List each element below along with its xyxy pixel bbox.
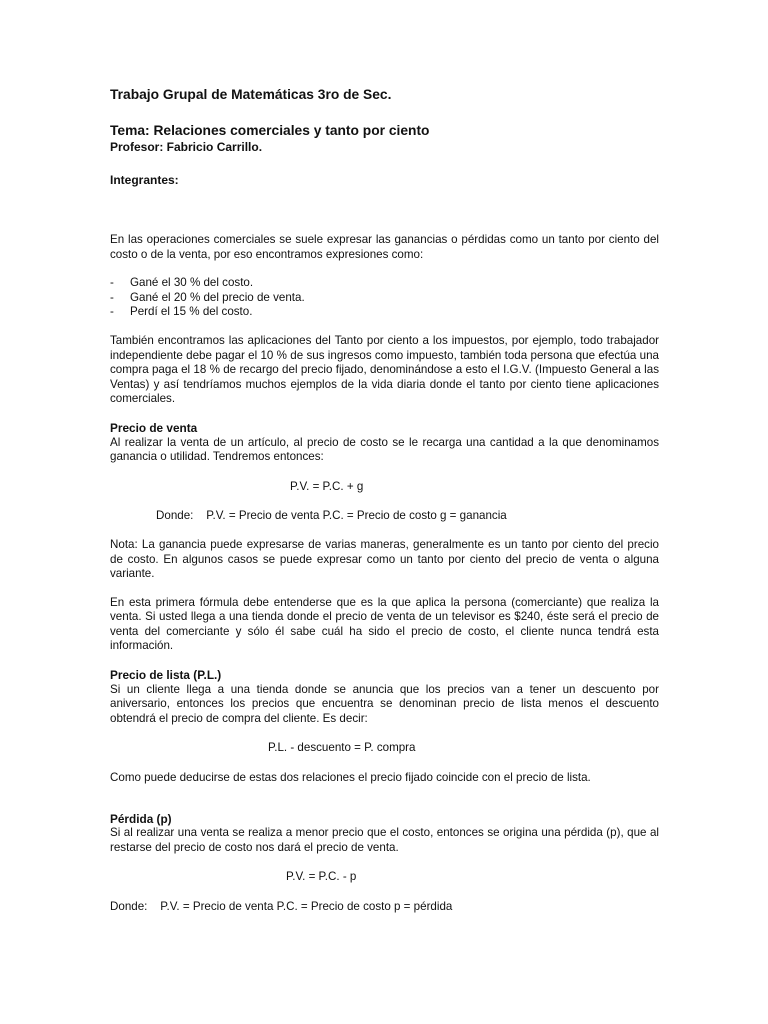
section-heading-precio-lista: Precio de lista (P.L.)	[110, 668, 222, 683]
list-item: - Gané el 20 % del precio de venta.	[110, 291, 659, 306]
section-heading-precio-venta: Precio de venta	[110, 420, 198, 435]
taxes-paragraph: También encontramos las aplicaciones del Tanto por ciento a los impuestos, por ejemplo, todo trabajador independiente debe pagar el 10 % de sus ingresos como impuesto, también toda persona que efectúa una compra paga el 18 % de recargo del precio fijado, denominándose a esto el I.G.V. (Impuesto General a las Ventas) y así tendríamos muchos ejemplos de la vida diaria donde el tanto por ciento tiene aplicaciones comerciales.	[110, 333, 659, 406]
precio-lista-text: Si un cliente llega a una tienda donde se anuncia que los precios van a tener un descuento por aniversario, entonces los precios que encuentra se denominan precio de lista menos el descuento obtendrá el precio de compra del cliente. Es decir:	[110, 682, 659, 725]
topic-line: Tema: Relaciones comerciales y tanto por ciento	[110, 123, 430, 138]
members-label: Integrantes:	[110, 173, 179, 187]
list-item: - Perdí el 15 % del costo.	[110, 305, 659, 320]
precio-venta-text: Al realizar la venta de un artículo, al precio de costo se le recarga una cantidad a la que denominamos ganancia o utilidad. Tendremos entonces:	[110, 435, 659, 464]
teacher-line: Profesor: Fabricio Carrillo.	[110, 140, 263, 154]
formula-precio-venta: P.V. = P.C. + g	[290, 479, 364, 493]
formula-legend-precio-venta: Donde: P.V. = Precio de venta P.C. = Precio de costo g = ganancia	[156, 509, 507, 523]
document-title: Trabajo Grupal de Matemáticas 3ro de Sec.	[110, 87, 392, 102]
formula-precio-lista: P.L. - descuento = P. compra	[268, 741, 416, 755]
perdida-text: Si al realizar una venta se realiza a menor precio que el costo, entonces se origina una pérdida (p), que al restarse del precio de costo nos dará el precio de venta.	[110, 826, 659, 854]
formula-legend-perdida: Donde: P.V. = Precio de venta P.C. = Precio de costo p = pérdida	[110, 900, 453, 913]
examples-list	[110, 276, 659, 320]
section-heading-perdida: Pérdida (p)	[110, 811, 172, 826]
note-paragraph: Nota: La ganancia puede expresarse de varias maneras, generalmente es un tanto por ciento del precio de costo. En algunos casos se puede expresar como un tanto por ciento del precio de venta o alguna variante.	[110, 537, 659, 581]
intro-paragraph: En las operaciones comerciales se suele expresar las ganancias o pérdidas como un tanto por ciento del costo o de la venta, por eso encontramos expresiones como:	[110, 233, 659, 261]
precio-venta-text-2: En esta primera fórmula debe entenderse que es la que aplica la persona (comerciante) que realiza la venta. Si usted llega a una tienda donde el precio de venta de un televisor es $240, éste será el precio de venta del comerciante y sólo él sabe cuál ha sido el precio de costo, el cliente nunca tendrá esta información.	[110, 595, 659, 653]
list-item: - Gané el 30 % del costo.	[110, 276, 659, 291]
formula-perdida: P.V. = P.C. - p	[286, 870, 357, 884]
precio-lista-text-2: Como puede deducirse de estas dos relaciones el precio fijado coincide con el precio de lista.	[110, 771, 591, 785]
